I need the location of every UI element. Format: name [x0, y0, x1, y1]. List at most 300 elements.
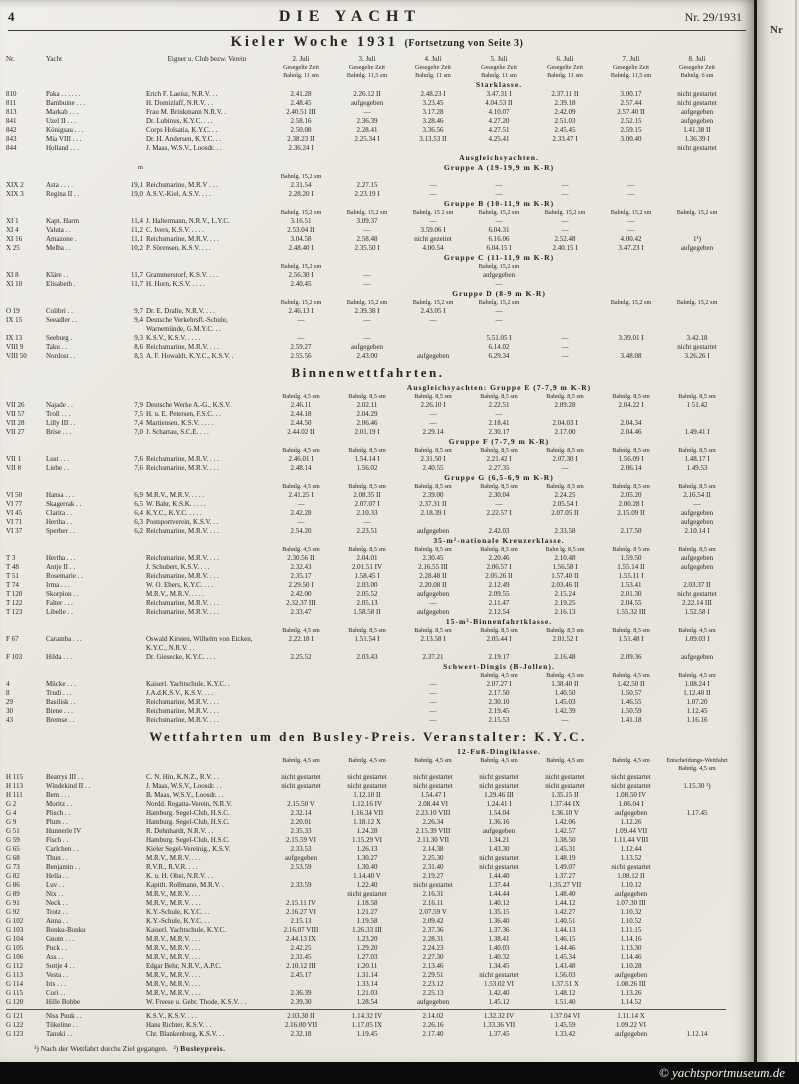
table-row — [6, 99, 754, 108]
table-row — [6, 307, 754, 316]
time-cell: aufgegeben — [350, 343, 384, 351]
time-label: Gesegelte Zeit — [481, 64, 517, 71]
yacht-name: Niss Puuk . . — [46, 1012, 82, 1020]
course-length-cell: Bahnlg. 8,5 sm — [678, 447, 716, 454]
course-length-cell: Bahnlg. 15,2 sm — [478, 299, 520, 306]
yacht-number: H 115 — [6, 773, 24, 781]
yacht-owner: M.R.V., M.R.V. . . . . — [146, 491, 205, 499]
table-row — [6, 280, 754, 289]
time-cell: 2.16.13 — [554, 608, 576, 616]
time-cell: 5.51.05 I — [486, 334, 512, 342]
time-cell: aufgegeben — [416, 590, 450, 598]
time-cell: 1.46.15 — [554, 935, 576, 943]
time-cell: 2.16.31 — [422, 890, 444, 898]
time-label: Gesegelte Zeit — [613, 64, 649, 71]
yacht-name: Irma . . . — [46, 581, 70, 589]
time-cell: 1.42.39 — [554, 707, 576, 715]
course-length-cell: Bahnlg. 15,2 sm — [478, 209, 520, 216]
yacht-name: Anna . . — [46, 917, 69, 925]
time-cell: 2.43.05 I — [420, 307, 446, 315]
yacht-number: G 59 — [6, 836, 20, 844]
time-cell: nicht gestartet — [479, 863, 519, 871]
time-cell: 1.40.51 — [554, 917, 576, 925]
time-cell: 2.30.10 — [488, 698, 510, 706]
time-cell: — — [429, 680, 437, 688]
time-cell: 2.23.19 I — [354, 190, 380, 198]
time-cell: aufgegeben — [350, 99, 384, 107]
section-row — [6, 163, 754, 173]
time-cell: 3.59.06 I — [420, 226, 446, 234]
col-header-day — [466, 55, 532, 71]
yacht-size: 7,5 — [134, 410, 143, 418]
time-cell: 2.15.09 II — [617, 509, 645, 517]
time-cell: — — [495, 500, 503, 508]
time-cell: 2.48.23 I — [420, 90, 446, 98]
time-cell: 2.32.43 — [290, 563, 312, 571]
yacht-size: 9,7 — [134, 307, 143, 315]
yacht-name: Kapt. Harm — [46, 217, 80, 225]
time-cell: 2.37.11 II — [551, 90, 579, 98]
time-cell: — — [693, 500, 701, 508]
time-cell: 1.17.05 IX — [351, 1021, 383, 1029]
course-length-cell: Bahnlg. 8,5 sm — [678, 393, 716, 400]
time-cell: nicht gestartet — [413, 773, 453, 781]
table-row — [6, 935, 754, 944]
yacht-owner: C. Ivers, K.S.V. . . . . — [146, 226, 205, 234]
time-cell: 1.12.40 II — [683, 689, 711, 697]
yacht-owner: Postsportverein, K.S.V. . . — [146, 518, 219, 526]
yacht-owner: Reichsmarine, M.R.V. . . . — [146, 572, 219, 580]
time-cell: — — [495, 280, 503, 288]
time-cell: — — [561, 190, 569, 198]
time-cell: 3.17.28 — [422, 108, 444, 116]
course-length-row — [6, 299, 754, 307]
day-label: 6. Juli — [556, 55, 574, 63]
time-cell: 1.07.20 — [686, 698, 708, 706]
time-cell: 1.41.18 — [620, 716, 642, 724]
yacht-number: T 74 — [6, 581, 19, 589]
time-cell: — — [561, 181, 569, 189]
time-cell: 2.58.16 — [290, 117, 312, 125]
time-cell: 2.03.00 — [356, 581, 378, 589]
time-cell: — — [429, 181, 437, 189]
yacht-number: T 51 — [6, 572, 19, 580]
yacht-size: 6,2 — [134, 527, 143, 535]
class-heading-row — [6, 361, 754, 383]
time-cell: 1.27.03 — [356, 953, 378, 961]
yacht-name: Tanuki . . — [46, 1030, 73, 1038]
time-cell: 1.09.03 I — [684, 635, 710, 643]
time-cell: 3.36.56 — [422, 126, 444, 134]
time-label: Gesegelte Zeit — [679, 64, 715, 71]
time-cell: 4.00.54 — [422, 244, 444, 252]
table-row — [6, 827, 754, 836]
section-title: 12-Fuß-Dingiklasse. — [457, 747, 541, 756]
time-cell: nicht gezeitet — [414, 235, 452, 243]
yacht-owner: Reichsmarine, M.R.V. . . . — [146, 235, 219, 243]
time-cell: — — [429, 716, 437, 724]
course-length-cell: Bahnlg. 4,5 sm — [282, 447, 320, 454]
section-title: Gruppe F (7-7,9 m K-R) — [448, 437, 550, 446]
course-length-row — [6, 263, 754, 271]
time-cell: 2.32.18 — [290, 1030, 312, 1038]
yacht-number: G 115 — [6, 989, 24, 997]
page-fold-line — [795, 0, 797, 1062]
time-cell: 2.23.10 VIII — [415, 809, 451, 817]
course-length-cell: Bahnlg. 8,5 sm — [612, 393, 650, 400]
footnote-1: ¹) Nach der Wettfahrt durchs Ziel gegangen. — [34, 1044, 168, 1053]
time-cell: nicht gestartet — [413, 881, 453, 889]
time-cell: 1.09.44 VII — [614, 827, 648, 835]
time-cell: 2.20.08 II — [419, 581, 447, 589]
table-row — [6, 271, 754, 280]
yacht-number: VII 1 — [6, 455, 21, 463]
course-length-cell: Bahnlg. 11 sm — [547, 72, 583, 79]
yacht-name: Sottje 4 . . — [46, 962, 75, 970]
time-cell: 2.33.47 I — [552, 135, 578, 143]
time-cell: 2.03.37 II — [683, 581, 711, 589]
yacht-name: Liebe . . — [46, 464, 69, 472]
time-cell: 2.05.54 I — [552, 500, 578, 508]
yacht-number: VI 77 — [6, 500, 23, 508]
time-cell: 3.23.45 — [422, 99, 444, 107]
course-length-cell: Bahnlg. 4,5 sm — [480, 672, 518, 679]
yacht-owner: W. O. Ebers, K.Y.C. . . . — [146, 581, 214, 589]
time-cell: nicht gestartet — [479, 782, 519, 790]
time-cell: aufgegeben — [416, 998, 450, 1006]
yacht-number: G 89 — [6, 890, 20, 898]
yacht-name: Hella . . — [46, 872, 69, 880]
yacht-number: VII 8 — [6, 464, 21, 472]
yacht-owner: Reichsmarine, M.R.V. . . . — [146, 698, 219, 706]
time-cell: 2.31.40 — [422, 863, 444, 871]
yacht-name: Markab . . . — [46, 108, 79, 116]
time-cell: 3.00.17 — [620, 90, 642, 98]
yacht-owner: H. Domizlaff, N.R.V. . . — [146, 99, 213, 107]
yacht-owner: M.R.V., M.R.V. . . . — [146, 935, 201, 943]
yacht-number: G 105 — [6, 944, 24, 952]
yacht-owner: Reichsmarine, M.R.V. . . . — [146, 608, 219, 616]
time-cell: 2.33.47 — [290, 608, 312, 616]
yacht-size: 7,6 — [134, 464, 143, 472]
time-cell: 2.19.27 — [422, 872, 444, 880]
time-cell: 1.45.34 — [554, 953, 576, 961]
time-cell: 1.45.31 — [554, 845, 576, 853]
course-length-cell: Bahnlg. 11 sm — [415, 72, 451, 79]
section-row — [6, 80, 754, 90]
time-cell: 2.23.12 — [422, 980, 444, 988]
table-row — [6, 698, 754, 707]
course-length-cell: Bahnlg. 4,5 sm — [282, 757, 320, 764]
yacht-name: Skorpion . . — [46, 590, 79, 598]
yacht-number: G 120 — [6, 998, 24, 1006]
yacht-size: 10,2 — [130, 244, 143, 252]
yacht-owner: M.R.V., M.R.V. . . . — [146, 980, 201, 988]
time-cell: 2.04.29 — [356, 410, 378, 418]
time-cell: 2.08.44 VI — [417, 800, 448, 808]
table-row — [6, 599, 754, 608]
yacht-number: T 123 — [6, 608, 23, 616]
time-cell: aufgegeben — [614, 1030, 648, 1038]
time-cell: 1.51.48 I — [618, 635, 644, 643]
time-cell: — — [627, 181, 635, 189]
time-cell: 2.15.59 VI — [285, 836, 316, 844]
course-length-cell: Bahnlg. 8,5 sm — [678, 546, 716, 553]
yacht-owner: Kaiserl. Yachtschule, K.Y.C. . — [146, 680, 230, 688]
yacht-number: XI 16 — [6, 235, 23, 243]
page-header — [0, 0, 754, 28]
course-length-cell: Bahnlg. 15,2 sm — [544, 209, 586, 216]
time-cell: 2.10.12 III — [286, 962, 316, 970]
time-cell: 1.45.12 — [488, 998, 510, 1006]
course-length-cell: Bahnlg. 8,5 sm — [480, 546, 518, 553]
time-cell: 1.56.58 I — [552, 563, 578, 571]
section-title: Ausgleichsyachten. — [459, 153, 539, 162]
time-cell: 2.17.50 — [620, 527, 642, 535]
time-cell: 2.45.17 — [290, 971, 312, 979]
yacht-name: Falter . . . — [46, 599, 73, 607]
time-cell: 2.31.45 — [290, 953, 312, 961]
section-row — [6, 617, 754, 627]
table-row — [6, 989, 754, 998]
yacht-number: VI 50 — [6, 491, 23, 499]
yacht-number: 8 — [6, 689, 10, 697]
time-cell: 1.48.17 I — [684, 455, 710, 463]
time-cell: 2.33.58 — [554, 527, 576, 535]
time-cell: 1.53.02 VI — [483, 980, 514, 988]
course-length-cell: Bahnlg. 15,2 sm — [610, 209, 652, 216]
table-row — [6, 90, 754, 99]
time-cell: 1.43.48 — [554, 962, 576, 970]
yacht-number: G 92 — [6, 908, 20, 916]
yacht-name: Caramba . . . — [46, 635, 82, 643]
time-cell: aufgegeben — [482, 271, 516, 279]
course-length-cell: Bahnlg. 8,5 sm — [546, 393, 584, 400]
time-cell: 2.01.51 IV — [351, 563, 383, 571]
time-cell: 1.13.52 — [620, 854, 642, 862]
time-cell: 1.58.58 II — [353, 608, 381, 616]
time-cell: 1.40.50 — [554, 689, 576, 697]
yacht-name: Sperber . . — [46, 527, 75, 535]
time-cell: nicht gestartet — [479, 773, 519, 781]
yacht-number: G 9 — [6, 818, 17, 826]
time-cell: 1.11.15 — [620, 926, 642, 934]
yacht-number: 843 — [6, 135, 17, 143]
time-cell: 1.36.10 V — [551, 809, 579, 817]
time-cell: 2.39.00 — [422, 491, 444, 499]
time-cell: 6.16.06 — [488, 235, 510, 243]
table-row — [6, 419, 754, 428]
yacht-name: Hertha . . . — [46, 554, 76, 562]
time-cell: 2.09.36 — [620, 653, 642, 661]
time-cell: 1.35.27 VII — [548, 881, 582, 889]
yacht-name: Taku . . — [46, 343, 67, 351]
time-cell: — — [363, 108, 371, 116]
yacht-name: Libelle . . — [46, 608, 73, 616]
time-cell: nicht gestartet — [281, 782, 321, 790]
table-row — [6, 518, 754, 527]
course-length-cell: Bahnlg. 8,5 sm — [546, 447, 584, 454]
time-cell: 1.55.14 II — [617, 563, 645, 571]
time-cell: 1.10.28 — [620, 962, 642, 970]
time-cell: nicht gestartet — [677, 590, 717, 598]
yacht-size: 7,9 — [134, 401, 143, 409]
time-cell: 1.40.32 — [488, 953, 510, 961]
section-title: 15-m²-Binnenfahrtklasse. — [445, 617, 553, 626]
time-cell: 2.51.03 — [554, 117, 576, 125]
time-cell: 2.35.50 I — [354, 244, 380, 252]
time-cell: nicht gestartet — [611, 782, 651, 790]
time-cell: 1.31.14 — [356, 971, 378, 979]
time-cell: 2.30.04 — [488, 491, 510, 499]
yacht-size: 9,3 — [134, 334, 143, 342]
yacht-owner: P. Sörensen, K.S.V. . . . — [146, 244, 211, 252]
time-cell: 2.18.41 — [488, 419, 510, 427]
time-cell: 2.14.02 — [422, 1012, 444, 1020]
yacht-name: Lilly III . . — [46, 419, 76, 427]
table-row — [6, 890, 754, 899]
yacht-number: 43 — [6, 716, 13, 724]
time-cell: 1.12.14 — [686, 1030, 708, 1038]
yacht-owner: M.R.V., M.R.V. . . . . — [146, 590, 205, 598]
table-row — [6, 716, 754, 725]
course-length-cell: Bahnlg. 15,2 sm — [346, 299, 388, 306]
yacht-name: Plum . . — [46, 818, 68, 826]
table-row — [6, 572, 754, 581]
footnote-2-label: Busleypreis. — [180, 1044, 226, 1053]
table-row — [6, 527, 754, 536]
time-cell: 2.40.15 I — [552, 244, 578, 252]
article-title — [0, 34, 754, 51]
time-cell: — — [495, 316, 503, 324]
time-cell: 1¹) — [693, 235, 701, 243]
time-cell: 2.38.23 II — [287, 135, 315, 143]
table-row — [6, 689, 754, 698]
time-cell: 2.29.50 I — [288, 581, 314, 589]
day-label: 7. Juli — [622, 55, 640, 63]
section-row — [6, 473, 754, 483]
time-cell: nicht gestartet — [479, 971, 519, 979]
time-cell: aufgegeben — [482, 827, 516, 835]
yacht-owner: K. u. H. Obst, N.R.V. . . — [146, 872, 213, 880]
time-cell: 4.25.41 — [488, 135, 510, 143]
time-cell: 2.13.46 — [422, 962, 444, 970]
time-cell: — — [297, 518, 305, 526]
time-cell: 2.42.25 — [290, 944, 312, 952]
time-cell: 1.33.14 — [356, 980, 378, 988]
yacht-size: 7,0 — [134, 428, 143, 436]
yacht-number: VI 45 — [6, 509, 23, 517]
course-length-cell: Bahnlg. 8 5 sm — [612, 546, 650, 553]
table-row — [6, 917, 754, 926]
table-row — [6, 908, 754, 917]
time-cell: 2.35.17 — [290, 572, 312, 580]
time-cell: nicht gestartet — [545, 773, 585, 781]
yacht-number: XI 10 — [6, 280, 23, 288]
col-header-day — [400, 55, 466, 71]
course-length-cell: Bahnlg. 4,5 sm — [546, 672, 584, 679]
time-cell: nicht gestartet — [347, 773, 387, 781]
time-cell: 1.56.09 I — [618, 455, 644, 463]
time-cell: 2.29.51 — [422, 971, 444, 979]
yacht-number: XI 8 — [6, 271, 19, 279]
time-cell: — — [561, 334, 569, 342]
time-cell: 2.13.58 I — [420, 635, 446, 643]
time-cell: 1 51.42 — [686, 401, 708, 409]
time-cell: nicht gestartet — [281, 773, 321, 781]
time-cell: 3.16.51 — [290, 217, 312, 225]
time-cell: 2.30.56 II — [287, 554, 315, 562]
course-length-row — [6, 447, 754, 455]
time-cell: — — [561, 352, 569, 360]
course-length-cell: Bahnlg. 11,5 sm — [346, 72, 388, 79]
table-row — [6, 953, 754, 962]
yacht-owner: J. Schubert, K.S.V. . . . — [146, 563, 210, 571]
yacht-owner: J. Maas, W.S.V., Loosdr. . . — [146, 144, 222, 152]
yacht-owner: Kapitlt. Rollmann, M.R.V. . — [146, 881, 224, 889]
time-cell: 2.07.30 I — [552, 455, 578, 463]
yacht-size: 11,2 — [131, 226, 143, 234]
time-cell: 2.48.45 — [290, 99, 312, 107]
time-cell: 2.53.59 — [290, 863, 312, 871]
table-row — [6, 108, 754, 117]
yacht-owner: Grammerstorf, K.S.V. . . . — [146, 271, 219, 279]
table-row — [6, 863, 754, 872]
time-cell: — — [429, 190, 437, 198]
table-row — [6, 581, 754, 590]
yacht-owner: Reichsmarine, M.R.V. . . . — [146, 343, 219, 351]
yacht-owner: M.R.V., M.R.V. . . . — [146, 944, 201, 952]
time-cell: 2.03.46 II — [551, 581, 579, 589]
yacht-owner: Deutsche Werke A.-G., K.S.V. — [146, 401, 231, 409]
yacht-name: Asta . . . . — [46, 181, 73, 189]
yacht-number: F 103 — [6, 653, 23, 661]
article-title-continuation: (Fortsetzung von Seite 3) — [404, 38, 524, 49]
size-unit-label: m — [137, 164, 143, 171]
yacht-name: Melba . . — [46, 244, 71, 252]
table-row — [6, 217, 754, 226]
course-length-cell: Bahnlg. 4,5 sm — [612, 672, 650, 679]
time-cell: 2.29.14 — [422, 428, 444, 436]
table-row — [6, 464, 754, 473]
time-cell: 1.37.44 — [488, 881, 510, 889]
course-length-cell: Bahnlg. 8,5 sm — [546, 627, 584, 634]
time-label: Gesegelte Zeit — [349, 64, 385, 71]
time-cell: 1.22.40 — [356, 881, 378, 889]
yacht-owner: Dr. Giesecke, K.Y.C. . . . — [146, 653, 216, 661]
time-cell: 2.01.52 I — [552, 635, 578, 643]
time-cell: 1.50.57 — [620, 689, 642, 697]
yacht-size: 11,7 — [131, 280, 143, 288]
time-cell: 1.40.12 — [488, 899, 510, 907]
yacht-owner: Deutsche Verkehrsfl.-Schule, Warnemünde, G.M.Y.C. . . — [146, 316, 228, 333]
time-cell: 2.36.24 I — [288, 144, 314, 152]
time-cell: — — [297, 500, 305, 508]
course-length-cell: Bahnlg. 8,5 sm — [480, 447, 518, 454]
time-cell: 1.08.26 III — [616, 980, 646, 988]
time-cell: 1.17.45 — [686, 809, 708, 817]
time-cell: aufgegeben — [284, 854, 318, 862]
time-cell: 1.56.03 — [554, 971, 576, 979]
time-cell: 2.16.48 — [554, 653, 576, 661]
yacht-name: Hunnerle IV — [46, 827, 82, 835]
time-cell: 2.00.28 I — [618, 500, 644, 508]
table-row — [6, 782, 754, 791]
yacht-name: Trudi . . . — [46, 689, 72, 697]
time-cell: 1.14.46 — [620, 953, 642, 961]
yacht-number: IX 15 — [6, 316, 23, 324]
yacht-owner: Frau M. Brinkmann N.R.V. . — [146, 108, 227, 116]
